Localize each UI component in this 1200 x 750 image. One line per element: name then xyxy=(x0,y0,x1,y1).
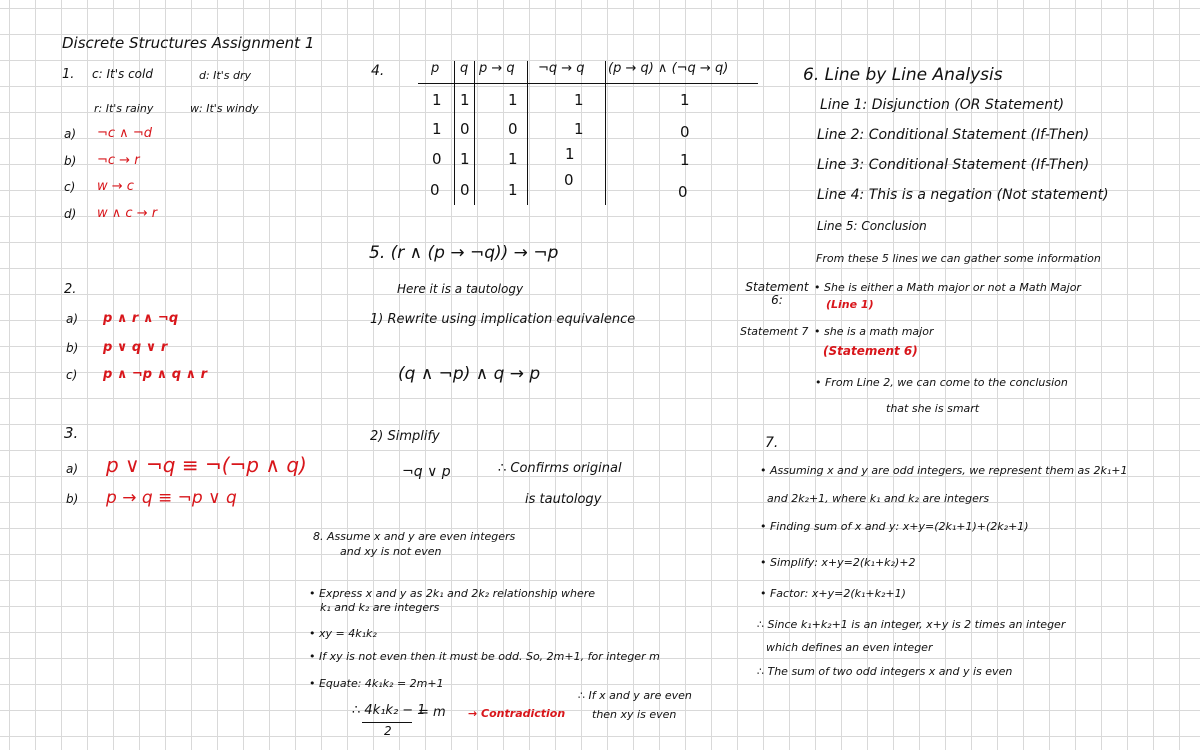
q5-expr2: ¬q ∨ p xyxy=(402,464,451,480)
truth-table-header-conjunction: (p → q) ∧ (¬q → q) xyxy=(608,61,729,76)
q7-assume-line1: • Assuming x and y are odd integers, we represent them as 2k₁+1 xyxy=(760,464,1128,477)
truth-table-col-divider xyxy=(527,61,528,205)
truth-table-cell: 1 xyxy=(574,91,584,109)
q3b-label: b) xyxy=(66,492,79,506)
q6-line5: Line 5: Conclusion xyxy=(817,219,927,233)
q8-fraction-numerator: ∴ 4k₁k₂ − 1 xyxy=(352,703,426,718)
truth-table-cell: 0 xyxy=(430,181,440,199)
truth-table-cell: 1 xyxy=(460,91,470,109)
q1-def-c: c: It's cold xyxy=(92,67,153,81)
q6-line1: Line 1: Disjunction (OR Statement) xyxy=(820,97,1065,113)
q1b-label: b) xyxy=(64,154,77,168)
truth-table-header-p: p xyxy=(431,61,440,76)
q8-final-line1: ∴ If x and y are even xyxy=(578,689,692,702)
q3-number: 3. xyxy=(64,424,79,442)
truth-table-cell: 1 xyxy=(680,91,690,109)
q7-number: 7. xyxy=(765,435,779,451)
q5-step2: 2) Simplify xyxy=(370,429,440,444)
truth-table-cell: 1 xyxy=(565,145,575,163)
q6-line4: Line 4: This is a negation (Not statement) xyxy=(817,187,1109,203)
q6-statement6-ref: (Line 1) xyxy=(826,298,874,311)
q7-final: ∴ The sum of two odd integers x and y is even xyxy=(757,665,1013,678)
q1c-label: c) xyxy=(64,180,76,194)
q6-statement6-text: • She is either a Math major or not a Math Major xyxy=(814,281,1081,294)
q8-fraction-denominator: 2 xyxy=(384,724,392,738)
truth-table-cell: 0 xyxy=(460,181,470,199)
q3a-expr: p ∨ ¬q ≡ ¬(¬p ∧ q) xyxy=(106,453,307,477)
q1d-expr: w ∧ c → r xyxy=(97,206,158,221)
truth-table-cell: 0 xyxy=(460,120,470,138)
truth-table-cell: 1 xyxy=(508,150,518,168)
truth-table-header-p-implies-q: p → q xyxy=(479,61,515,76)
q8-fraction-rhs: = m xyxy=(418,705,446,720)
truth-table xyxy=(412,57,762,209)
q6-gather: From these 5 lines we can gather some information xyxy=(816,252,1101,265)
q8-fraction-bar xyxy=(362,722,412,723)
q6-bullet3: • From Line 2, we can come to the conclusion xyxy=(815,376,1068,389)
q6-line2: Line 2: Conditional Statement (If-Then) xyxy=(817,127,1090,143)
q3a-label: a) xyxy=(66,462,79,476)
truth-table-col-divider xyxy=(454,61,455,205)
q1a-label: a) xyxy=(64,127,77,141)
q4-number: 4. xyxy=(371,63,385,79)
q5-conclusion-line2: is tautology xyxy=(525,492,602,507)
q8-express-line2: k₁ and k₂ are integers xyxy=(320,601,440,614)
q1-def-w: w: It's windy xyxy=(190,102,259,115)
page-title: Discrete Structures Assignment 1 xyxy=(62,34,315,52)
q8-xy: • xy = 4k₁k₂ xyxy=(309,627,377,640)
truth-table-cell: 0 xyxy=(678,183,688,201)
truth-table-cell: 1 xyxy=(432,120,442,138)
truth-table-cell: 1 xyxy=(574,120,584,138)
q1b-expr: ¬c → r xyxy=(97,153,140,168)
truth-table-cell: 1 xyxy=(680,151,690,169)
q8-contradiction: → Contradiction xyxy=(468,707,566,720)
q6-bullet3-cont: that she is smart xyxy=(886,402,980,415)
truth-table-cell: 0 xyxy=(564,171,574,189)
q1a-expr: ¬c ∧ ¬d xyxy=(97,126,152,141)
q5-conclusion-line1: ∴ Confirms original xyxy=(498,461,622,476)
q1-def-r: r: It's rainy xyxy=(94,102,154,115)
q5-note: Here it is a tautology xyxy=(397,282,524,296)
q2a-label: a) xyxy=(66,312,79,326)
q2b-label: b) xyxy=(66,341,79,355)
q2b-expr: p ∨ q ∨ r xyxy=(103,340,168,355)
truth-table-cell: 0 xyxy=(508,120,518,138)
q7-since-line2: which defines an even integer xyxy=(766,641,933,654)
q2c-label: c) xyxy=(66,368,78,382)
truth-table-col-divider xyxy=(605,61,606,205)
q8-express-line1: • Express x and y as 2k₁ and 2k₂ relationship where xyxy=(309,587,596,600)
q6-statement7-label: Statement 7 xyxy=(740,325,809,338)
q5-expr1: (q ∧ ¬p) ∧ q → p xyxy=(398,364,541,384)
q5-header: 5. (r ∧ (p → ¬q)) → ¬p xyxy=(369,243,559,263)
q8-final-line2: then xy is even xyxy=(592,708,677,721)
q1-def-d: d: It's dry xyxy=(199,69,252,82)
q6-statement7-ref: (Statement 6) xyxy=(823,344,918,358)
q7-finding: • Finding sum of x and y: x+y=(2k₁+1)+(2k₂+1) xyxy=(760,520,1029,533)
truth-table-cell: 1 xyxy=(432,91,442,109)
truth-table-cell: 0 xyxy=(680,123,690,141)
q6-statement7-text: • she is a math major xyxy=(814,325,934,338)
q1c-expr: w → c xyxy=(97,179,134,194)
truth-table-col-divider xyxy=(474,61,475,205)
q6-line3: Line 3: Conditional Statement (If-Then) xyxy=(817,157,1090,173)
q7-assume-line2: and 2k₂+1, where k₁ and k₂ are integers xyxy=(767,492,990,505)
q7-since-line1: ∴ Since k₁+k₂+1 is an integer, x+y is 2 times an integer xyxy=(757,618,1066,631)
q7-simplify: • Simplify: x+y=2(k₁+k₂)+2 xyxy=(760,556,916,569)
q8-equate: • Equate: 4k₁k₂ = 2m+1 xyxy=(309,677,444,690)
q5-step1: 1) Rewrite using implication equivalence xyxy=(370,312,636,327)
q8-header-line1: 8. Assume x and y are even integers xyxy=(313,530,516,543)
q7-factor: • Factor: x+y=2(k₁+k₂+1) xyxy=(760,587,906,600)
q6-header: 6. Line by Line Analysis xyxy=(803,65,1003,85)
q2a-expr: p ∧ r ∧ ¬q xyxy=(103,311,179,326)
q6-statement6-label: Statement 6: xyxy=(745,280,809,308)
truth-table-cell: 1 xyxy=(460,150,470,168)
truth-table-cell: 1 xyxy=(508,91,518,109)
truth-table-header-rule xyxy=(418,83,758,84)
truth-table-cell: 0 xyxy=(432,150,442,168)
truth-table-header-notq-implies-q: ¬q → q xyxy=(538,61,585,76)
q3b-expr: p → q ≡ ¬p ∨ q xyxy=(106,488,237,508)
q2c-expr: p ∧ ¬p ∧ q ∧ r xyxy=(103,367,208,382)
truth-table-header-q: q xyxy=(460,61,469,76)
q1d-label: d) xyxy=(64,207,77,221)
truth-table-cell: 1 xyxy=(508,181,518,199)
q8-header-line2: and xy is not even xyxy=(340,545,442,558)
q8-odd: • If xy is not even then it must be odd. So, 2m+1, for integer m xyxy=(309,650,660,663)
q1-number: 1. xyxy=(62,67,75,82)
q2-number: 2. xyxy=(64,282,77,297)
